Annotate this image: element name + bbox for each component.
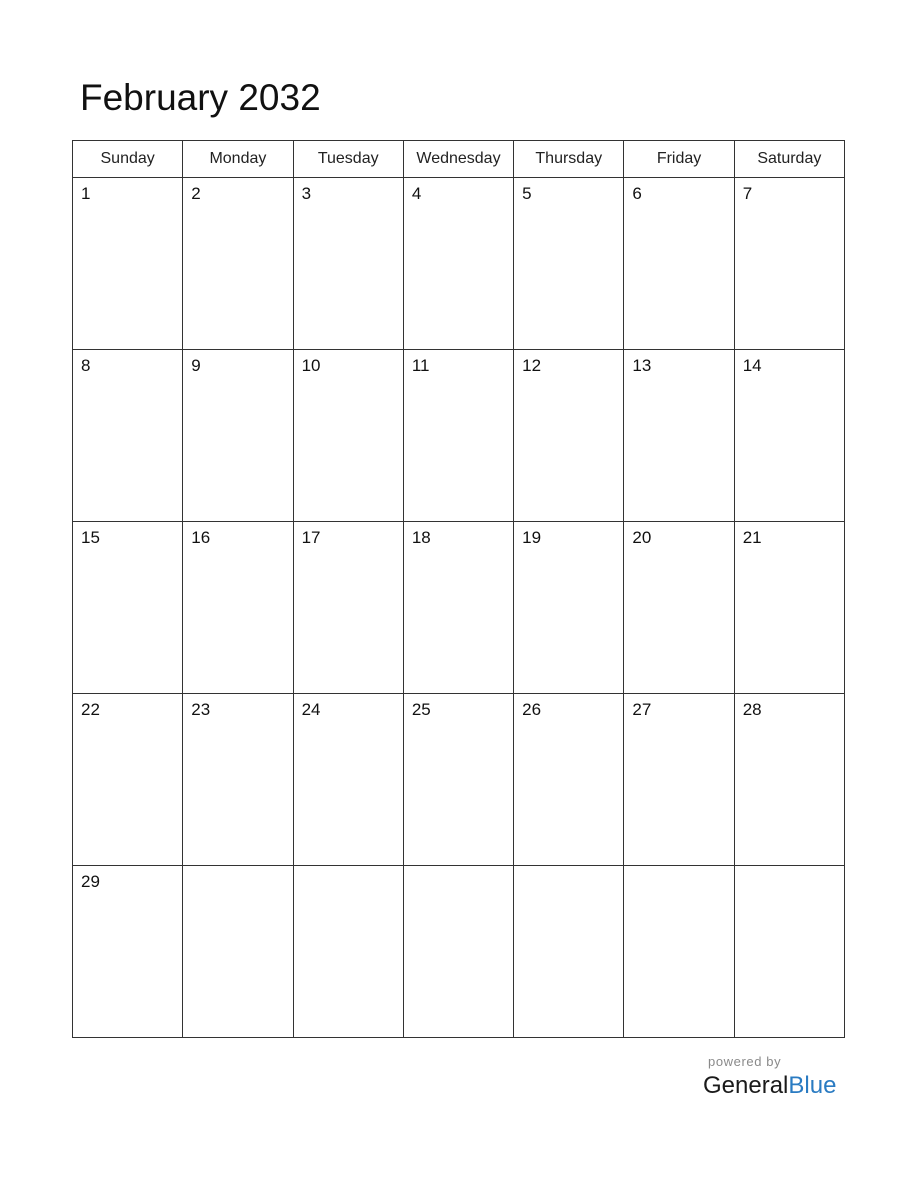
- day-cell: [624, 694, 734, 866]
- day-number: 20: [632, 528, 652, 547]
- day-cell: [183, 866, 293, 1038]
- day-number: 5: [522, 184, 532, 203]
- day-number: [294, 866, 403, 872]
- weekday-header-friday: Friday: [624, 141, 734, 178]
- day-cell: [624, 866, 734, 1038]
- day-number: 11: [411, 356, 430, 375]
- week-row-4: [73, 694, 845, 866]
- day-number: 4: [411, 184, 422, 203]
- day-cell: [734, 866, 844, 1038]
- day-cell: [514, 694, 624, 866]
- day-cell: [624, 178, 734, 350]
- page-title: February 2032: [80, 77, 321, 118]
- day-number: [735, 866, 844, 872]
- day-number: 14: [742, 356, 762, 375]
- day-number: 28: [742, 700, 762, 719]
- day-number: [514, 866, 623, 872]
- day-cell: [293, 350, 403, 522]
- day-cell: [183, 522, 293, 694]
- week-row-2: [73, 350, 845, 522]
- day-cell: [514, 350, 624, 522]
- day-cell: [183, 350, 293, 522]
- day-number: 8: [81, 356, 91, 375]
- logo-text-blue: Blue: [788, 1072, 837, 1099]
- day-number: 3: [301, 184, 312, 203]
- weekday-header-monday: Monday: [183, 141, 293, 178]
- day-number: 15: [81, 528, 100, 547]
- weekday-header-thursday: Thursday: [514, 141, 624, 178]
- day-cell: [293, 866, 403, 1038]
- day-number: [624, 866, 733, 872]
- day-number: 23: [191, 700, 211, 719]
- day-number: 25: [411, 700, 431, 719]
- day-cell: [514, 522, 624, 694]
- day-cell: [624, 522, 734, 694]
- day-cell: [183, 694, 293, 866]
- day-cell: [403, 694, 513, 866]
- day-cell: [403, 522, 513, 694]
- day-number: 22: [81, 700, 100, 719]
- day-cell: [514, 178, 624, 350]
- week-row-5: [73, 866, 845, 1038]
- day-number: 10: [301, 356, 321, 375]
- week-row-1: [73, 178, 845, 350]
- day-number: 7: [742, 184, 753, 203]
- day-cell: [73, 866, 183, 1038]
- weekday-header-wednesday: Wednesday: [403, 141, 513, 178]
- day-cell: [73, 178, 183, 350]
- day-number: 19: [522, 528, 542, 547]
- day-number: [183, 866, 292, 872]
- day-number: 17: [301, 528, 321, 547]
- day-cell: [73, 522, 183, 694]
- day-cell: [403, 178, 513, 350]
- day-cell: [73, 694, 183, 866]
- day-cell: [73, 350, 183, 522]
- day-number: 21: [742, 528, 762, 547]
- day-number: 29: [81, 872, 100, 891]
- weekday-header-tuesday: Tuesday: [293, 141, 403, 178]
- day-cell: [293, 694, 403, 866]
- day-number: 1: [81, 184, 91, 203]
- day-number: 9: [191, 356, 201, 375]
- day-cell: [734, 694, 844, 866]
- powered-by-text: powered by: [708, 1054, 782, 1069]
- day-cell: [514, 866, 624, 1038]
- day-number: [404, 866, 513, 872]
- day-cell: [624, 350, 734, 522]
- day-cell: [734, 178, 844, 350]
- day-number: 18: [411, 528, 431, 547]
- day-cell: [293, 178, 403, 350]
- day-cell: [293, 522, 403, 694]
- day-cell: [403, 866, 513, 1038]
- day-number: 6: [632, 184, 642, 203]
- day-number: 26: [522, 700, 542, 719]
- weekday-header-saturday: Saturday: [734, 141, 844, 178]
- week-row-3: [73, 522, 845, 694]
- weekday-header-sunday: Sunday: [73, 141, 183, 178]
- day-number: 24: [301, 700, 321, 719]
- day-cell: [734, 522, 844, 694]
- day-number: 27: [632, 700, 652, 719]
- logo-text-general: General: [703, 1072, 789, 1099]
- day-number: 2: [191, 184, 201, 203]
- day-cell: [183, 178, 293, 350]
- day-number: 13: [632, 356, 652, 375]
- day-number: 16: [191, 528, 211, 547]
- weekday-header-row: [73, 141, 845, 178]
- day-cell: [734, 350, 844, 522]
- generalblue-logo: [703, 1072, 836, 1100]
- calendar-grid: [72, 140, 845, 1038]
- day-cell: [403, 350, 513, 522]
- day-number: 12: [522, 356, 542, 375]
